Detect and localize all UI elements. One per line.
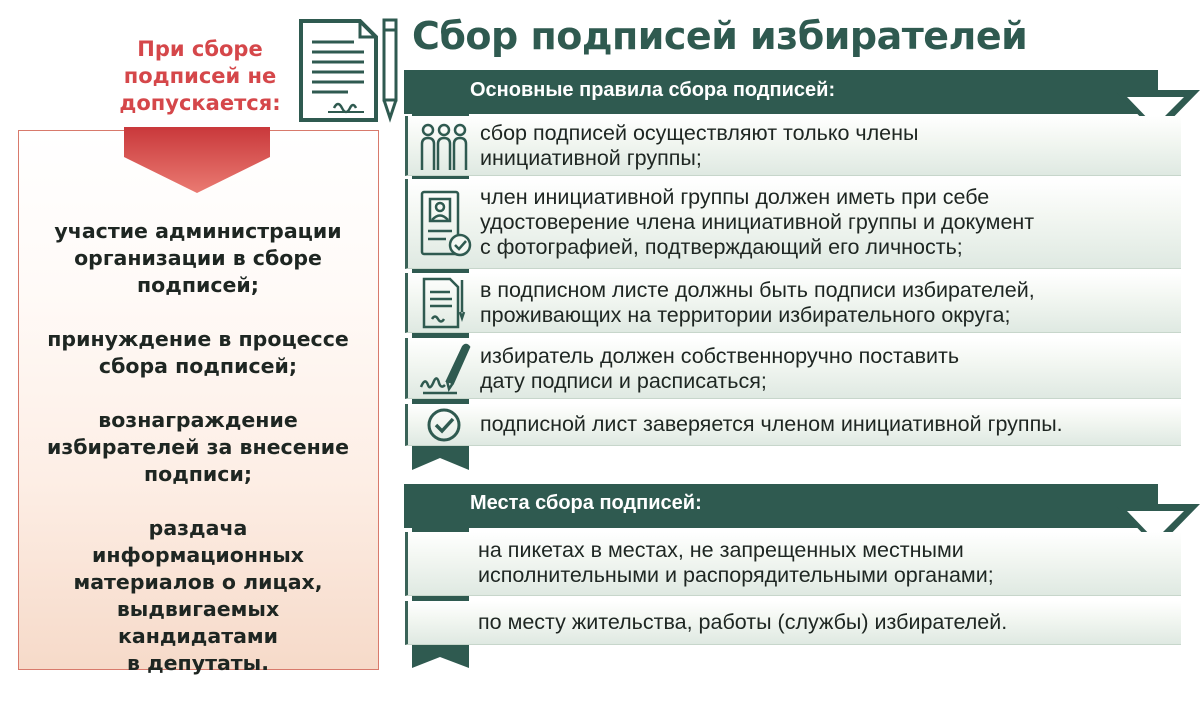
place-text-line: по месту жительства, работы (службы) избирателей. — [478, 610, 1008, 634]
rule-text-line: член инициативной группы должен иметь при себе — [480, 185, 990, 209]
list-item-line: в депутаты. — [126, 651, 270, 675]
signature-sheet-icon — [420, 276, 468, 330]
pen-signature-icon — [417, 341, 471, 395]
list-item-line: избирателей за внесение — [46, 435, 350, 459]
rule-item — [405, 273, 1181, 333]
list-item-line: материалов о лицах, — [73, 570, 323, 594]
check-circle-icon — [426, 407, 462, 443]
down-arrow-icon — [124, 127, 270, 193]
rule-text-line: удостоверение члена инициативной группы и документ — [480, 210, 1035, 234]
places-section-heading: Места сбора подписей: — [470, 492, 702, 514]
list-item-line: сбора подписей; — [98, 354, 298, 378]
rule-text-line: избиратель должен собственноручно поставить — [480, 344, 960, 368]
page-title: Сбор подписей избирателей — [412, 14, 1028, 58]
rule-text-line: проживающих на территории избирательного округа; — [480, 303, 1011, 327]
prohibitions-list — [28, 218, 368, 704]
heading-line: подписей не — [123, 64, 277, 88]
list-item-line: раздача — [148, 516, 248, 540]
list-item-line: вознаграждение — [98, 408, 298, 432]
id-card-check-icon — [416, 189, 472, 259]
rule-text-line: дату подписи и расписаться; — [480, 369, 767, 393]
list-item — [28, 515, 368, 677]
rule-text-line: сбор подписей осуществляют только члены — [480, 121, 919, 145]
rule-text-line: подписной лист заверяется членом инициативной группы. — [480, 412, 1063, 436]
place-text-line: исполнительными и распорядительными органами; — [478, 563, 994, 587]
people-group-icon — [418, 120, 470, 172]
document-pencil-icon — [298, 18, 404, 124]
list-item — [28, 407, 368, 488]
rule-text-line: с фотографией, подтверждающий его личность; — [480, 235, 963, 259]
rule-text-line: инициативной группы; — [480, 146, 702, 170]
list-item-line: принуждение в процессе — [47, 327, 349, 351]
place-item — [405, 532, 1181, 596]
list-item-line: подписи; — [143, 462, 253, 486]
list-item-line: кандидатами — [117, 624, 279, 648]
list-item-line: подписей; — [137, 273, 259, 297]
rule-text-line: в подписном листе должны быть подписи избирателей, — [480, 278, 1035, 302]
heading-line: При сборе — [137, 37, 263, 61]
heading-line: допускается: — [119, 91, 281, 115]
rule-item — [405, 116, 1181, 176]
list-item-line: информационных — [92, 543, 304, 567]
list-item — [28, 326, 368, 380]
place-text-line: на пикетах в местах, не запрещенных местными — [478, 538, 964, 562]
list-item — [28, 218, 368, 299]
rule-item — [405, 179, 1181, 269]
rule-item — [405, 338, 1181, 399]
list-item-line: участие администрации — [54, 219, 342, 243]
list-item-line: выдвигаемых — [116, 597, 280, 621]
list-item-line: организации в сборе — [74, 246, 322, 270]
rule-item — [405, 404, 1181, 446]
rules-section-heading: Основные правила сбора подписей: — [470, 79, 836, 101]
place-item — [405, 601, 1181, 645]
